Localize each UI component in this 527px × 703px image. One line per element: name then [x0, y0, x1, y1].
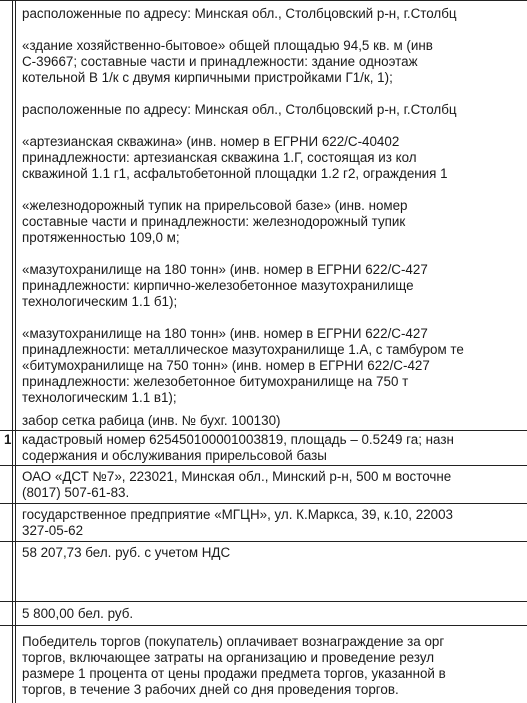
row-border: [0, 430, 527, 431]
text-line: принадлежности: железобетонное битумохранилище на 750 т: [22, 374, 409, 389]
row-border: [0, 503, 527, 504]
text-line: принадлежности: артезианская скважина 1.Г, состоящая из кол: [22, 150, 417, 165]
text-line: расположенные по адресу: Минская обл., Столбцовский р-н, г.Столбц: [22, 6, 457, 21]
text-line: 5 800,00 бел. руб.: [22, 606, 134, 621]
text-line: «артезианская скважина» (инв. номер в ЕГРНИ 622/С-40402: [22, 134, 400, 149]
text-line: 327-05-62: [22, 523, 84, 538]
text-line: принадлежности: металлическое мазутохранилище 1.А, с тамбуром те: [22, 342, 464, 357]
text-line: составные части и принадлежности: железнодорожный тупик: [22, 214, 406, 229]
row-border: [0, 625, 527, 626]
row-border: [0, 465, 527, 466]
text-line: ОАО «ДСТ №7», 223021, Минская обл., Минский р-н, 500 м восточне: [22, 469, 452, 484]
text-line: «мазутохранилище на 180 тонн» (инв. номер в ЕГРНИ 622/С-427: [22, 326, 428, 341]
text-line: расположенные по адресу: Минская обл., Столбцовский р-н, г.Столбц: [22, 102, 457, 117]
text-line: «битумохранилище на 750 тонн» (инв. номер в ЕГРНИ 622/С-427: [22, 358, 430, 373]
text-line: забор сетка рабица (инв. № бухг. 100130): [22, 413, 281, 428]
text-line: размере 1 процента от цены продажи предмета торгов, указанной в: [22, 666, 446, 681]
column-border-inner: [15, 0, 16, 703]
text-line: кадастровый номер 625450100001003819, площадь – 0.5249 га; назн: [22, 432, 454, 447]
text-line: «мазутохранилище на 180 тонн» (инв. номер в ЕГРНИ 622/С-427: [22, 262, 428, 277]
text-line: торгов, включающее затраты на организацию и проведение резул: [22, 650, 435, 665]
text-line: 58 207,73 бел. руб. с учетом НДС: [22, 545, 231, 560]
text-line: (8017) 507-61-83.: [22, 485, 130, 500]
column-border-left: [12, 0, 13, 703]
text-line: содержания и обслуживания прирельсовой базы: [22, 448, 327, 463]
text-line: «железнодорожный тупик на прирельсовой базе» (инв. номер: [22, 198, 408, 213]
row-border: [0, 601, 527, 602]
text-line: «здание хозяйственно-бытовое» общей площадью 94,5 кв. м (инв: [22, 38, 433, 53]
text-line: протяженностью 109,0 м;: [22, 230, 180, 245]
text-line: технологическим 1.1 в1);: [22, 390, 177, 405]
row-border: [0, 0, 527, 1]
text-line: торгов, в течение 3 рабочих дней со дня проведения торгов.: [22, 682, 399, 697]
row-number: 1: [4, 432, 12, 447]
text-line: С-39667; составные части и принадлежности: здание одноэтаж: [22, 54, 418, 69]
text-line: государственное предприятие «МГЦН», ул. К.Маркса, 39, к.10, 22003: [22, 507, 453, 522]
text-line: котельной В 1/к с двумя кирпичными пристройками Г1/к, 1);: [22, 70, 393, 85]
row-border: [0, 541, 527, 542]
text-line: Победитель торгов (покупатель) оплачивает вознаграждение за орг: [22, 634, 445, 649]
text-line: принадлежности: кирпично-железобетонное мазутохранилище: [22, 278, 414, 293]
text-line: скважиной 1.1 г1, асфальтобетонной площадки 1.2 г2, ограждения 1: [22, 166, 448, 181]
text-line: технологическим 1.1 б1);: [22, 294, 178, 309]
